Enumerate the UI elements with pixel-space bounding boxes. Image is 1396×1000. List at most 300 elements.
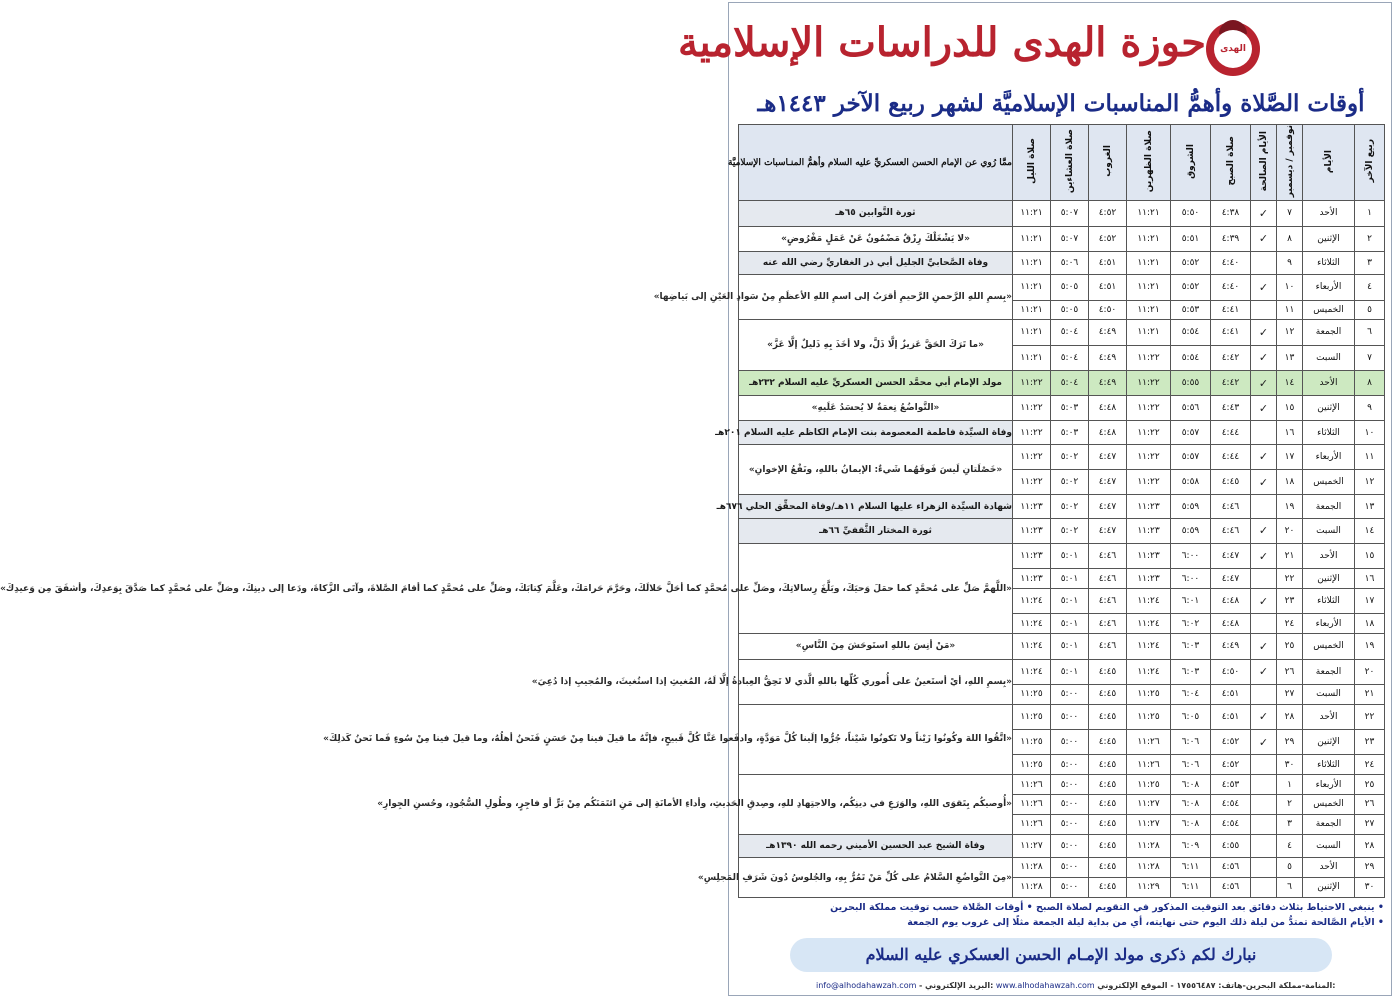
event-cell: «لا يَشْغَلْكَ رِزْقٌ مَضْمُونٌ عَنْ عَمَلٍ مَفْرُوضٍ» <box>739 226 1013 251</box>
weekday-cell: الإثنين <box>1303 569 1355 589</box>
night-prayer-time-cell: ١١:٢٥ <box>1013 729 1051 754</box>
sunrise-time-cell: ٥:٥٦ <box>1171 396 1211 421</box>
night-prayer-time-cell: ١١:٢٣ <box>1013 495 1051 518</box>
sunrise-time-cell: ٥:٥٣ <box>1171 300 1211 320</box>
event-cell: «بِسمِ اللهِ، أيْ أستَعينُ على أُموري كُلِّها باللهِ الَّذي لا تَحِقُّ العِبادةُ إلَّا لَهُ، المُغيثِ إذا استُغيثَ، والمُجيبِ إذا دُعِيَ» <box>739 659 1013 704</box>
night-prayer-time-cell: ١١:٢٤ <box>1013 634 1051 659</box>
night-prayer-time-cell: ١١:٢٦ <box>1013 775 1051 795</box>
footer-note-1: • ينبغي الاحتياط بثلاث دقائق بعد التوقيت المذكور في التقويم لصلاة الصبح • أوقات الصَّلاة حسب توقيت مملكة البحرين <box>830 902 1384 913</box>
email-label: - البريد الإلكتروني: <box>918 981 994 990</box>
fajr-time-cell: ٤:٣٨ <box>1211 201 1251 226</box>
hijri-day-cell: ٢٣ <box>1355 729 1385 754</box>
event-cell: ثورة المختار الثَّقفيِّ ٦٦هـ <box>739 518 1013 543</box>
sunrise-time-cell: ٥:٥٠ <box>1171 201 1211 226</box>
hijri-day-cell: ١٨ <box>1355 614 1385 634</box>
isha-time-cell: ٥:٠٧ <box>1051 201 1089 226</box>
dhuhr-time-cell: ١١:٢٢ <box>1127 470 1171 495</box>
good-day-check-cell: ✓ <box>1251 320 1277 345</box>
col-sunrise: الشروق <box>1171 125 1211 201</box>
fajr-time-cell: ٤:٣٩ <box>1211 226 1251 251</box>
table-body <box>0 201 1385 898</box>
gregorian-day-cell: ١٨ <box>1277 470 1303 495</box>
col-hijri: ربيع الآخر <box>1355 125 1385 201</box>
good-day-check-cell: ✓ <box>1251 659 1277 684</box>
dhuhr-time-cell: ١١:٢٤ <box>1127 589 1171 614</box>
good-day-check-cell <box>1251 569 1277 589</box>
sunset-time-cell: ٤:٤٦ <box>1089 569 1127 589</box>
weekday-cell: الخميس <box>1303 470 1355 495</box>
night-prayer-time-cell: ١١:٢٧ <box>1013 834 1051 857</box>
good-day-check-cell: ✓ <box>1251 470 1277 495</box>
sunset-time-cell: ٤:٤٧ <box>1089 518 1127 543</box>
event-cell: «اللَّهمَّ صَلِّ على مُحمَّدٍ كما حمَلَ وَحيَكَ، وبَلَّغَ رِسالاتِكَ، وصَلِّ على مُحمَّدٍ كما أحَلَّ حَلالَكَ، وحَرَّمَ حَرامَكَ، وعَلَّمَ كِتابَكَ، وصَلِّ على مُحمَّدٍ كما أقامَ الصَّلاةَ، وآتَى الزَّكاةَ، ودَعا إلى دينِكَ، وصَلِّ على مُحمَّدٍ كما صَدَّقَ بِوَعدِكَ، وأشفَقَ مِن وَعيدِكَ» <box>739 544 1013 634</box>
event-cell: «بِسمِ اللهِ الرَّحمنِ الرَّحيمِ أقرَبُ إلى اسمِ اللهِ الأعظَمِ مِنْ سَوادِ العَيْنِ إلى بَياضِها» <box>739 275 1013 320</box>
col-weekday: الأيام <box>1303 125 1355 201</box>
good-day-check-cell <box>1251 300 1277 320</box>
col-good-days: الأيام الصالحة <box>1251 125 1277 201</box>
sunset-time-cell: ٤:٤٦ <box>1089 589 1127 614</box>
event-cell: «مَنْ أنِسَ باللهِ استَوحَشَ مِنَ النَّاسِ» <box>739 634 1013 659</box>
night-prayer-time-cell: ١١:٢٢ <box>1013 370 1051 395</box>
fajr-time-cell: ٤:٤٧ <box>1211 544 1251 569</box>
good-day-check-cell <box>1251 858 1277 878</box>
table-row <box>739 659 1385 684</box>
fajr-time-cell: ٤:٥٦ <box>1211 858 1251 878</box>
event-cell: «مِنَ التَّواضُعِ السَّلامُ على كُلِّ مَنْ تَمُرُّ بِهِ، والجُلوسُ دُونَ شَرَفِ المَجلِسِ» <box>739 858 1013 898</box>
sunrise-time-cell: ٥:٥٢ <box>1171 251 1211 274</box>
dhuhr-time-cell: ١١:٢٤ <box>1127 659 1171 684</box>
sunset-time-cell: ٤:٥٠ <box>1089 300 1127 320</box>
night-prayer-time-cell: ١١:٢٦ <box>1013 814 1051 834</box>
weekday-cell: الإثنين <box>1303 877 1355 897</box>
weekday-cell: الأحد <box>1303 370 1355 395</box>
isha-time-cell: ٥:٠١ <box>1051 569 1089 589</box>
dhuhr-time-cell: ١١:٢٢ <box>1127 396 1171 421</box>
table-row <box>739 320 1385 345</box>
fajr-time-cell: ٤:٤٩ <box>1211 634 1251 659</box>
sunset-time-cell: ٤:٤٧ <box>1089 444 1127 469</box>
night-prayer-time-cell: ١١:٢٤ <box>1013 614 1051 634</box>
isha-time-cell: ٥:٠٠ <box>1051 834 1089 857</box>
dhuhr-time-cell: ١١:٢٣ <box>1127 569 1171 589</box>
sunrise-time-cell: ٦:٠٦ <box>1171 729 1211 754</box>
gregorian-day-cell: ٢٤ <box>1277 614 1303 634</box>
sunset-time-cell: ٤:٥١ <box>1089 275 1127 300</box>
table-row <box>739 421 1385 444</box>
dhuhr-time-cell: ١١:٢٥ <box>1127 684 1171 704</box>
dhuhr-time-cell: ١١:٢٣ <box>1127 544 1171 569</box>
sunset-time-cell: ٤:٤٦ <box>1089 544 1127 569</box>
isha-time-cell: ٥:٠٠ <box>1051 858 1089 878</box>
dhuhr-time-cell: ١١:٢٦ <box>1127 729 1171 754</box>
night-prayer-time-cell: ١١:٢٢ <box>1013 396 1051 421</box>
fajr-time-cell: ٤:٥٥ <box>1211 834 1251 857</box>
gregorian-day-cell: ٢٦ <box>1277 659 1303 684</box>
weekday-cell: الخميس <box>1303 794 1355 814</box>
website-link[interactable]: www.alhodahawzah.com <box>995 981 1095 990</box>
sunrise-time-cell: ٦:٠٩ <box>1171 834 1211 857</box>
weekday-cell: الخميس <box>1303 300 1355 320</box>
hijri-day-cell: ٦ <box>1355 320 1385 345</box>
dhuhr-time-cell: ١١:٢٢ <box>1127 345 1171 370</box>
weekday-cell: الأحد <box>1303 544 1355 569</box>
night-prayer-time-cell: ١١:٢٣ <box>1013 544 1051 569</box>
weekday-cell: السبت <box>1303 834 1355 857</box>
sunset-time-cell: ٤:٥٢ <box>1089 201 1127 226</box>
isha-time-cell: ٥:٠٢ <box>1051 518 1089 543</box>
sunset-time-cell: ٤:٤٥ <box>1089 704 1127 729</box>
table-row <box>739 495 1385 518</box>
sunrise-time-cell: ٥:٥٧ <box>1171 421 1211 444</box>
sunrise-time-cell: ٦:٠٨ <box>1171 794 1211 814</box>
night-prayer-time-cell: ١١:٢١ <box>1013 275 1051 300</box>
table-row <box>739 275 1385 300</box>
night-prayer-time-cell: ١١:٢١ <box>1013 251 1051 274</box>
dhuhr-time-cell: ١١:٢٢ <box>1127 370 1171 395</box>
fajr-time-cell: ٤:٥٣ <box>1211 775 1251 795</box>
isha-time-cell: ٥:٠٣ <box>1051 421 1089 444</box>
hijri-day-cell: ٢٧ <box>1355 814 1385 834</box>
isha-time-cell: ٥:٠٥ <box>1051 275 1089 300</box>
table-row <box>739 634 1385 659</box>
good-day-check-cell <box>1251 495 1277 518</box>
good-day-check-cell <box>1251 834 1277 857</box>
hijri-day-cell: ٤ <box>1355 275 1385 300</box>
col-gregorian: نوفمبر / ديسمبر <box>1277 125 1303 201</box>
gregorian-day-cell: ١٧ <box>1277 444 1303 469</box>
hijri-day-cell: ١٩ <box>1355 634 1385 659</box>
isha-time-cell: ٥:٠٠ <box>1051 704 1089 729</box>
event-cell: وفاة السيِّدة فاطمة المعصومة بنت الإمام الكاظم عليه السلام ٢٠١هـ <box>739 421 1013 444</box>
isha-time-cell: ٥:٠٥ <box>1051 300 1089 320</box>
dhuhr-time-cell: ١١:٢١ <box>1127 275 1171 300</box>
event-cell: «اتَّقُوا اللهَ وكُونُوا زَيْناً ولا تَكونُوا شَيْناً، جُرُّوا إلَينا كُلَّ مَوَدَّةٍ، وادفَعوا عَنَّا كُلَّ قَبيحٍ، فإنَّهُ ما قيلَ فينا مِنْ حَسَنٍ فَنَحنُ أهلُهُ، وما قيلَ فينا مِنْ سُوءٍ فَما نَحنُ كَذلِكَ» <box>739 704 1013 774</box>
institute-seal-icon <box>1206 22 1260 76</box>
isha-time-cell: ٥:٠٧ <box>1051 226 1089 251</box>
hijri-day-cell: ٢٢ <box>1355 704 1385 729</box>
gregorian-day-cell: ٧ <box>1277 201 1303 226</box>
fajr-time-cell: ٤:٥٢ <box>1211 729 1251 754</box>
fajr-time-cell: ٤:٤٦ <box>1211 495 1251 518</box>
isha-time-cell: ٥:٠١ <box>1051 589 1089 614</box>
col-dhuhr: صلاة الظهرين <box>1127 125 1171 201</box>
good-day-check-cell: ✓ <box>1251 518 1277 543</box>
dhuhr-time-cell: ١١:٢٤ <box>1127 614 1171 634</box>
hijri-day-cell: ٢٨ <box>1355 834 1385 857</box>
sunrise-time-cell: ٥:٥٤ <box>1171 320 1211 345</box>
good-day-check-cell <box>1251 251 1277 274</box>
hijri-day-cell: ٨ <box>1355 370 1385 395</box>
col-night-prayer: صلاة الليل <box>1013 125 1051 201</box>
hijri-day-cell: ٣ <box>1355 251 1385 274</box>
good-day-check-cell: ✓ <box>1251 729 1277 754</box>
fajr-time-cell: ٤:٤٠ <box>1211 275 1251 300</box>
table-row <box>739 251 1385 274</box>
isha-time-cell: ٥:٠٣ <box>1051 396 1089 421</box>
gregorian-day-cell: ٦ <box>1277 877 1303 897</box>
weekday-cell: الجمعة <box>1303 495 1355 518</box>
fajr-time-cell: ٤:٤٧ <box>1211 569 1251 589</box>
sunset-time-cell: ٤:٤٧ <box>1089 495 1127 518</box>
good-day-check-cell: ✓ <box>1251 370 1277 395</box>
good-day-check-cell <box>1251 755 1277 775</box>
col-isha: صلاة العشاءين <box>1051 125 1089 201</box>
night-prayer-time-cell: ١١:٢٤ <box>1013 659 1051 684</box>
night-prayer-time-cell: ١١:٢٥ <box>1013 684 1051 704</box>
gregorian-day-cell: ٤ <box>1277 834 1303 857</box>
dhuhr-time-cell: ١١:٢٦ <box>1127 755 1171 775</box>
table-row <box>739 544 1385 569</box>
dhuhr-time-cell: ١١:٢٣ <box>1127 518 1171 543</box>
sunset-time-cell: ٤:٤٧ <box>1089 470 1127 495</box>
fajr-time-cell: ٤:٥١ <box>1211 684 1251 704</box>
night-prayer-time-cell: ١١:٢٣ <box>1013 518 1051 543</box>
weekday-cell: الأربعاء <box>1303 444 1355 469</box>
good-day-check-cell: ✓ <box>1251 345 1277 370</box>
gregorian-day-cell: ٨ <box>1277 226 1303 251</box>
dhuhr-time-cell: ١١:٢١ <box>1127 300 1171 320</box>
institute-logo-text: حوزة الهدى للدراسات الإسلامية <box>678 19 1206 66</box>
table-header-row <box>739 125 1385 201</box>
dhuhr-time-cell: ١١:٢٩ <box>1127 877 1171 897</box>
dhuhr-time-cell: ١١:٢٤ <box>1127 634 1171 659</box>
dhuhr-time-cell: ١١:٢٨ <box>1127 834 1171 857</box>
gregorian-day-cell: ٩ <box>1277 251 1303 274</box>
contact-line <box>816 978 1376 994</box>
seal-label: الهدى <box>1214 30 1252 68</box>
gregorian-day-cell: ١٠ <box>1277 275 1303 300</box>
dhuhr-time-cell: ١١:٢٢ <box>1127 421 1171 444</box>
fajr-time-cell: ٤:٤٠ <box>1211 251 1251 274</box>
table-row <box>739 834 1385 857</box>
gregorian-day-cell: ١١ <box>1277 300 1303 320</box>
dhuhr-time-cell: ١١:٢٧ <box>1127 794 1171 814</box>
isha-time-cell: ٥:٠٤ <box>1051 345 1089 370</box>
table-row <box>739 444 1385 469</box>
gregorian-day-cell: ٢ <box>1277 794 1303 814</box>
sunset-time-cell: ٤:٤٥ <box>1089 755 1127 775</box>
weekday-cell: الأحد <box>1303 201 1355 226</box>
sunset-time-cell: ٤:٤٩ <box>1089 370 1127 395</box>
gregorian-day-cell: ١٦ <box>1277 421 1303 444</box>
email-link[interactable]: info@alhodahawzah.com <box>816 981 917 990</box>
good-day-check-cell: ✓ <box>1251 201 1277 226</box>
sunrise-time-cell: ٦:١١ <box>1171 858 1211 878</box>
night-prayer-time-cell: ١١:٢٥ <box>1013 755 1051 775</box>
night-prayer-time-cell: ١١:٢٨ <box>1013 858 1051 878</box>
gregorian-day-cell: ٣ <box>1277 814 1303 834</box>
good-day-check-cell <box>1251 421 1277 444</box>
event-cell: ثورة التَّوابين ٦٥هـ <box>739 201 1013 226</box>
fajr-time-cell: ٤:٤٢ <box>1211 370 1251 395</box>
dhuhr-time-cell: ١١:٢١ <box>1127 201 1171 226</box>
dhuhr-time-cell: ١١:٢٢ <box>1127 444 1171 469</box>
dhuhr-time-cell: ١١:٢٥ <box>1127 704 1171 729</box>
isha-time-cell: ٥:٠٦ <box>1051 251 1089 274</box>
event-cell: «أُوصيكُم بِتَقوَى اللهِ، والوَرَعِ في دينِكُم، والاجتِهادِ للهِ، وصِدقِ الحَديثِ، وأداءِ الأمانَةِ إلى مَنِ ائتَمَنَكُم مِنْ بَرٍّ أو فاجِرٍ، وطُولِ السُّجُودِ، وحُسنِ الجِوارِ» <box>739 775 1013 835</box>
good-day-check-cell: ✓ <box>1251 589 1277 614</box>
isha-time-cell: ٥:٠٠ <box>1051 814 1089 834</box>
event-cell: مولد الإمام أبي محمَّد الحسن العسكريِّ عليه السلام ٢٣٢هـ <box>739 370 1013 395</box>
sunset-time-cell: ٤:٤٦ <box>1089 634 1127 659</box>
weekday-cell: الثلاثاء <box>1303 421 1355 444</box>
good-day-check-cell <box>1251 814 1277 834</box>
hijri-day-cell: ١٢ <box>1355 470 1385 495</box>
isha-time-cell: ٥:٠٠ <box>1051 684 1089 704</box>
sunrise-time-cell: ٥:٥٩ <box>1171 495 1211 518</box>
sunrise-time-cell: ٥:٥٥ <box>1171 370 1211 395</box>
night-prayer-time-cell: ١١:٢٢ <box>1013 444 1051 469</box>
hijri-day-cell: ٥ <box>1355 300 1385 320</box>
sunset-time-cell: ٤:٤٥ <box>1089 858 1127 878</box>
sunrise-time-cell: ٥:٥٨ <box>1171 470 1211 495</box>
hijri-day-cell: ٢٤ <box>1355 755 1385 775</box>
hijri-day-cell: ٣٠ <box>1355 877 1385 897</box>
dhuhr-time-cell: ١١:٢٣ <box>1127 495 1171 518</box>
good-day-check-cell: ✓ <box>1251 634 1277 659</box>
sunset-time-cell: ٤:٤٥ <box>1089 729 1127 754</box>
fajr-time-cell: ٤:٥٤ <box>1211 794 1251 814</box>
sunset-time-cell: ٤:٤٥ <box>1089 814 1127 834</box>
isha-time-cell: ٥:٠١ <box>1051 659 1089 684</box>
gregorian-day-cell: ١٩ <box>1277 495 1303 518</box>
gregorian-day-cell: ٢٣ <box>1277 589 1303 614</box>
event-cell: شهادة السيِّدة الزهراء عليها السلام ١١هـ/وفاة المحقِّق الحلي ٦٧٦هـ <box>739 495 1013 518</box>
fajr-time-cell: ٤:٥١ <box>1211 704 1251 729</box>
good-day-check-cell <box>1251 614 1277 634</box>
gregorian-day-cell: ٢٥ <box>1277 634 1303 659</box>
sunrise-time-cell: ٦:٠٠ <box>1171 569 1211 589</box>
gregorian-day-cell: ١٢ <box>1277 320 1303 345</box>
night-prayer-time-cell: ١١:٢١ <box>1013 320 1051 345</box>
fajr-time-cell: ٤:٤٥ <box>1211 470 1251 495</box>
sunset-time-cell: ٤:٤٩ <box>1089 320 1127 345</box>
night-prayer-time-cell: ١١:٢٤ <box>1013 589 1051 614</box>
sunrise-time-cell: ٥:٥٩ <box>1171 518 1211 543</box>
hijri-day-cell: ١٧ <box>1355 589 1385 614</box>
isha-time-cell: ٥:٠٢ <box>1051 495 1089 518</box>
congratulation-banner: نبارك لكم ذكرى مولد الإمـام الحسن العسكري عليه السلام <box>790 938 1332 972</box>
event-cell: «التَّواضُعُ نِعمَةٌ لا يُحسَدُ عَلَيهِ» <box>739 396 1013 421</box>
sunset-time-cell: ٤:٤٥ <box>1089 834 1127 857</box>
isha-time-cell: ٥:٠٠ <box>1051 729 1089 754</box>
fajr-time-cell: ٤:٤٤ <box>1211 421 1251 444</box>
good-day-check-cell <box>1251 794 1277 814</box>
good-day-check-cell: ✓ <box>1251 396 1277 421</box>
fajr-time-cell: ٤:٤٨ <box>1211 614 1251 634</box>
sunset-time-cell: ٤:٤٩ <box>1089 345 1127 370</box>
night-prayer-time-cell: ١١:٢٢ <box>1013 421 1051 444</box>
night-prayer-time-cell: ١١:٢١ <box>1013 201 1051 226</box>
weekday-cell: الثلاثاء <box>1303 755 1355 775</box>
sunrise-time-cell: ٦:٠٦ <box>1171 755 1211 775</box>
hijri-day-cell: ١٠ <box>1355 421 1385 444</box>
good-day-check-cell: ✓ <box>1251 226 1277 251</box>
hijri-day-cell: ١٥ <box>1355 544 1385 569</box>
weekday-cell: الأربعاء <box>1303 775 1355 795</box>
weekday-cell: السبت <box>1303 684 1355 704</box>
prayer-calendar-table <box>0 124 1385 898</box>
sunset-time-cell: ٤:٤٥ <box>1089 659 1127 684</box>
isha-time-cell: ٥:٠١ <box>1051 634 1089 659</box>
gregorian-day-cell: ١٣ <box>1277 345 1303 370</box>
event-cell: «ما تَرَكَ الحَقَّ عَزيزٌ إلَّا ذَلَّ، ولا أخَذَ بِهِ ذَليلٌ إلَّا عَزَّ» <box>739 320 1013 371</box>
gregorian-day-cell: ٢٧ <box>1277 684 1303 704</box>
weekday-cell: الأربعاء <box>1303 275 1355 300</box>
footer-notes <box>740 900 1384 932</box>
good-day-check-cell <box>1251 775 1277 795</box>
contact-address: المنامة-مملكة البحرين-هاتف: ١٧٥٥٦٤٨٧ - الموقع الإلكتروني: <box>1097 981 1336 990</box>
good-day-check-cell <box>1251 877 1277 897</box>
table-row <box>739 396 1385 421</box>
weekday-cell: الإثنين <box>1303 226 1355 251</box>
sunset-time-cell: ٤:٤٥ <box>1089 877 1127 897</box>
night-prayer-time-cell: ١١:٢٨ <box>1013 877 1051 897</box>
dhuhr-time-cell: ١١:٢١ <box>1127 320 1171 345</box>
sunset-time-cell: ٤:٤٥ <box>1089 794 1127 814</box>
weekday-cell: الأحد <box>1303 858 1355 878</box>
weekday-cell: الإثنين <box>1303 396 1355 421</box>
dhuhr-time-cell: ١١:٢٨ <box>1127 858 1171 878</box>
hijri-day-cell: ٢٥ <box>1355 775 1385 795</box>
weekday-cell: السبت <box>1303 518 1355 543</box>
dhuhr-time-cell: ١١:٢٥ <box>1127 775 1171 795</box>
weekday-cell: الخميس <box>1303 634 1355 659</box>
gregorian-day-cell: ١٥ <box>1277 396 1303 421</box>
isha-time-cell: ٥:٠١ <box>1051 614 1089 634</box>
fajr-time-cell: ٤:٤٢ <box>1211 345 1251 370</box>
fajr-time-cell: ٤:٥٦ <box>1211 877 1251 897</box>
event-cell: وفاة الشيخ عبد الحسين الأميني رحمه الله ١٣٩٠هـ <box>739 834 1013 857</box>
good-day-check-cell: ✓ <box>1251 444 1277 469</box>
gregorian-day-cell: ٣٠ <box>1277 755 1303 775</box>
sunset-time-cell: ٤:٤٥ <box>1089 684 1127 704</box>
gregorian-day-cell: ٢٠ <box>1277 518 1303 543</box>
hijri-day-cell: ١٤ <box>1355 518 1385 543</box>
weekday-cell: الثلاثاء <box>1303 589 1355 614</box>
table-row <box>739 226 1385 251</box>
good-day-check-cell <box>1251 684 1277 704</box>
hijri-day-cell: ٩ <box>1355 396 1385 421</box>
table-row <box>739 704 1385 729</box>
night-prayer-time-cell: ١١:٢٥ <box>1013 704 1051 729</box>
sunrise-time-cell: ٦:٠١ <box>1171 589 1211 614</box>
gregorian-day-cell: ٢٨ <box>1277 704 1303 729</box>
sunrise-time-cell: ٦:٠٨ <box>1171 775 1211 795</box>
night-prayer-time-cell: ١١:٢١ <box>1013 300 1051 320</box>
weekday-cell: الأربعاء <box>1303 614 1355 634</box>
col-events: ممَّا رُوي عن الإمام الحسن العسكريِّ عليه السلام وأهمُّ المنـاسبات الإسلاميَّة <box>739 125 1013 201</box>
isha-time-cell: ٥:٠١ <box>1051 544 1089 569</box>
night-prayer-time-cell: ١١:٢١ <box>1013 345 1051 370</box>
night-prayer-time-cell: ١١:٢٣ <box>1013 569 1051 589</box>
sunrise-time-cell: ٥:٥٢ <box>1171 275 1211 300</box>
gregorian-day-cell: ٢٢ <box>1277 569 1303 589</box>
table-row <box>739 518 1385 543</box>
good-day-check-cell: ✓ <box>1251 275 1277 300</box>
hijri-day-cell: ١ <box>1355 201 1385 226</box>
sunrise-time-cell: ٦:٠٠ <box>1171 544 1211 569</box>
gregorian-day-cell: ١٤ <box>1277 370 1303 395</box>
col-sunset: الغروب <box>1089 125 1127 201</box>
table-row <box>739 775 1385 795</box>
sunrise-time-cell: ٥:٥٧ <box>1171 444 1211 469</box>
sunset-time-cell: ٤:٥٢ <box>1089 226 1127 251</box>
weekday-cell: الأحد <box>1303 704 1355 729</box>
isha-time-cell: ٥:٠٠ <box>1051 755 1089 775</box>
sunset-time-cell: ٤:٤٦ <box>1089 614 1127 634</box>
sunrise-time-cell: ٦:٠٣ <box>1171 634 1211 659</box>
